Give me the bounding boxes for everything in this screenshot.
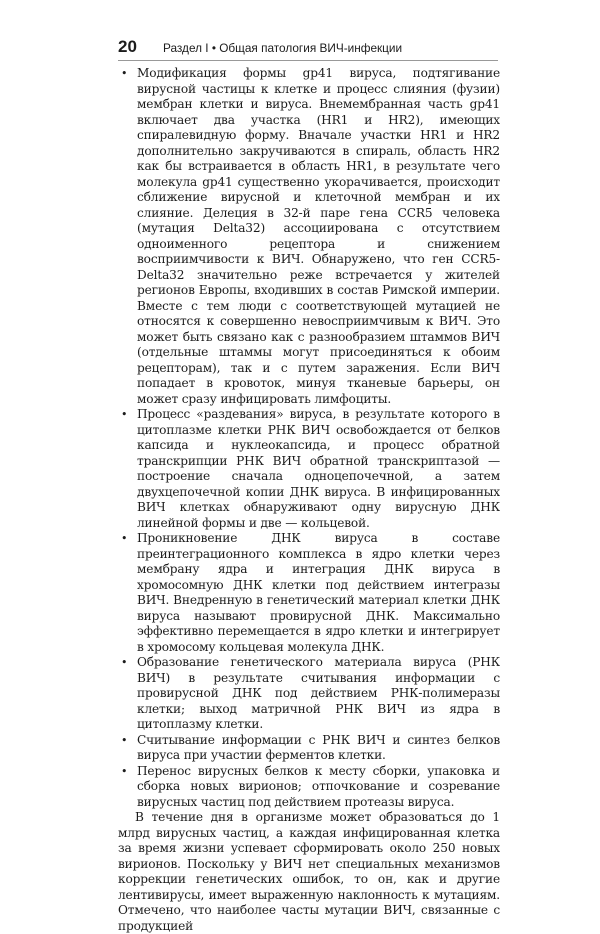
list-item-text: Модификация формы gp41 вируса, подтягивание вирусной частицы к клетке и процесс слияния (фузии) мембран клетки и вируса. Внемембранная часть gp41 включает два участка (HR1 и HR2), имеющих спиралевидную форму. Вначале участки HR1 и HR2 дополнительно закручиваются в спираль, область HR2 как бы встраивается в область HR1, в результате чего молекула gp41 существенно укорачивается, происходит сближение вирусной и клеточной мембран и их слияние. Делеция в 32-й паре гена CCR5 человека (мутация Delta32) ассоциирована с отсутствием одноименного рецептора и снижением восприимчивости к ВИЧ. Обнаружено, что ген CCR5-Delta32 значительно реже встречается у жителей регионов Европы, входивших в состав Римской империи. Вместе с тем люди с соответствующей мутацией не относятся к совершенно невосприимчивым к ВИЧ. Это может быть связано как с разнообразием штаммов ВИЧ (отдельные штаммы могут присоединяться к обоим рецепторам), так и с путем заражения. Если ВИЧ попадает в кровоток, минуя тканевые барьеры, он может сразу инфицировать лимфоциты.: [137, 66, 500, 406]
bullet-icon: •: [121, 733, 128, 747]
bullet-icon: •: [121, 408, 128, 421]
list-item: [118, 764, 500, 811]
list-item-text: Процесс «раздевания» вируса, в результате которого в цитоплазме клетки РНК ВИЧ освобождается от белков капсида и нуклеокапсида, и процесс обратной транскрипции РНК ВИЧ обратной транскриптазой — построение сначала одноцепочечной, а затем двухцепочечной копии ДНК вируса. В инфицированных ВИЧ клетках обнаруживают одну вирусную ДНК линейной формы и две — кольцевой.: [137, 407, 500, 530]
bullet-icon: •: [121, 764, 128, 778]
list-item-text: Проникновение ДНК вируса в составе преинтеграционного комплекса в ядро клетки через мембрану ядра и интеграция ДНК вируса в хромосомную ДНК клетки под действием интегразы ВИЧ. Внедренную в генетический материал клетки ДНК вируса называют провирусной ДНК. Максимально эффективно перемещается в ядро клетки и интегрирует в хромосому кольцевая молекула ДНК.: [137, 531, 500, 654]
list-item-text: Перенос вирусных белков к месту сборки, упаковка и сборка новых вирионов; отпочкование и созревание вирусных частиц под действием протеазы вируса.: [137, 763, 500, 809]
running-header: [118, 37, 498, 59]
section-title: Раздел I • Общая патология ВИЧ-инфекции: [163, 41, 403, 55]
page-number: 20: [118, 37, 137, 56]
bullet-list: [118, 66, 500, 810]
bullet-icon: •: [121, 656, 128, 669]
list-item: [118, 66, 500, 407]
list-item-text: Считывание информации с РНК ВИЧ и синтез белков вируса при участии ферментов клетки.: [137, 732, 500, 762]
list-item: [118, 655, 500, 733]
list-item: [118, 407, 500, 531]
list-item: [118, 531, 500, 655]
bullet-icon: •: [121, 67, 128, 80]
bullet-icon: •: [121, 532, 128, 545]
header-divider: [118, 60, 498, 61]
list-item-text: Образование генетического материала вируса (РНК ВИЧ) в результате считывания информации с провирусной ДНК под действием РНК-полимеразы клетки; выход матричной РНК ВИЧ из ядра в цитоплазму клетки.: [137, 655, 500, 731]
list-item: [118, 733, 500, 764]
body-paragraph: В течение дня в организме может образоваться до 1 млрд вирусных частиц, а каждая инфицированная клетка за время жизни успевает сформировать около 250 новых вирионов. Поскольку у ВИЧ нет специальных механизмов коррекции генетических ошибок, то он, как и другие лентивирусы, имеет выраженную наклонность к мутациям. Отмечено, что наиболее часты мутации ВИЧ, связанные с продукцией: [118, 810, 500, 933]
page-body: [118, 66, 500, 934]
